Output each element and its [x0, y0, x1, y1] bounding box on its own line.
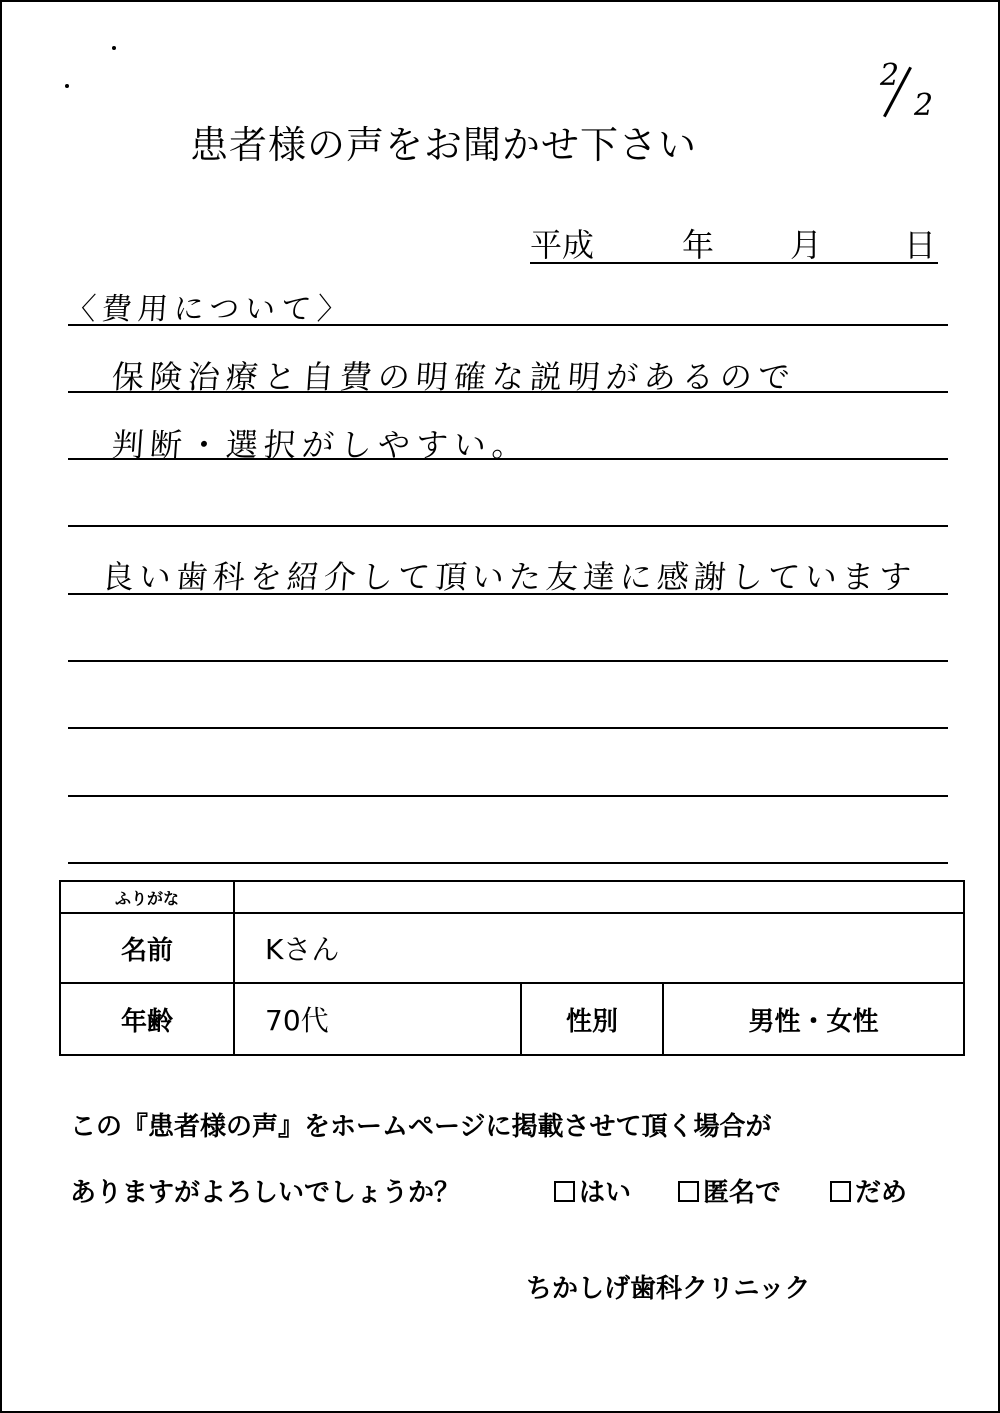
comment-line: 判断・選択がしやすい。 [110, 426, 532, 464]
consent-option-yes[interactable] [554, 1172, 631, 1209]
page-title: 患者様の声をお聞かせ下さい [190, 123, 698, 167]
consent-question-text: ありますがよろしいでしょうか？ [70, 1178, 461, 1208]
consent-option-no[interactable] [830, 1172, 907, 1209]
age-value: 70代 [234, 983, 521, 1055]
consent-option-anonymous-label: 匿名で [703, 1178, 782, 1208]
scan-speck [112, 46, 116, 50]
date-day-label: 日 [904, 226, 937, 264]
date-field [530, 220, 938, 264]
gender-value: 男性・女性 [663, 983, 964, 1055]
date-year-label: 年 [682, 226, 715, 264]
ruled-line [68, 525, 948, 527]
name-value: Kさん [234, 913, 964, 983]
checkbox-icon[interactable] [678, 1181, 699, 1202]
age-label: 年齢 [60, 983, 234, 1055]
consent-question-line1: この『患者様の声』をホームページに掲載させて頂く場合が [70, 1112, 772, 1142]
page-number [874, 58, 944, 128]
ruled-line [68, 795, 948, 797]
name-label: 名前 [60, 913, 234, 983]
comment-heading: 〈費用について〉 [64, 292, 355, 327]
comment-line: 良い歯科を紹介して頂いた友達に感謝しています [100, 558, 918, 596]
scan-speck [65, 84, 69, 88]
consent-option-no-label: だめ [855, 1178, 908, 1208]
ruled-line [68, 862, 948, 864]
consent-question-line2 [70, 1172, 940, 1208]
consent-option-anonymous[interactable] [678, 1172, 781, 1209]
furigana-label: ふりがな [60, 881, 234, 913]
ruled-line [68, 660, 948, 662]
consent-option-yes-label: はい [579, 1178, 632, 1208]
gender-label: 性別 [521, 983, 663, 1055]
clinic-name: ちかしげ歯科クリニック [526, 1274, 811, 1304]
checkbox-icon[interactable] [554, 1181, 575, 1202]
date-month-label: 月 [790, 226, 823, 264]
comment-line: 保険治療と自費の明確な説明があるので [110, 358, 798, 396]
page-number-current: 2 [880, 58, 900, 93]
page-number-total: 2 [914, 88, 934, 123]
furigana-value [234, 881, 964, 913]
checkbox-icon[interactable] [830, 1181, 851, 1202]
date-era: 平成 [530, 226, 595, 264]
patient-info-table [59, 880, 965, 1056]
ruled-line [68, 727, 948, 729]
